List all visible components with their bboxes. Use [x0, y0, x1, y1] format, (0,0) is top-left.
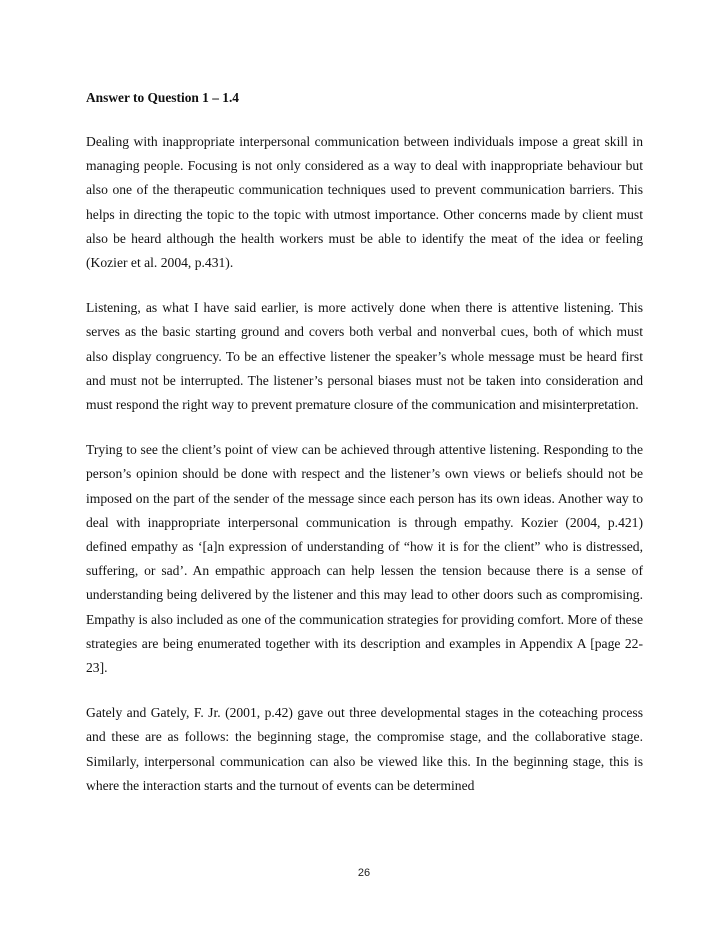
document-body [86, 88, 643, 819]
paragraph-focusing: Dealing with inappropriate interpersonal communication between individuals impose a great skill in managing people. Focusing is not only considered as a way to deal with inappropriate behaviour but also one of the therapeutic communication techniques used to prevent communication barriers. This helps in directing the topic to the topic with utmost importance. Other concerns made by client must also be heard although the health workers must be able to identify the meat of the idea or feeling (Kozier et al. 2004, p.431). [86, 134, 643, 271]
paragraph-empathy: Trying to see the client’s point of view can be achieved through attentive listening. Responding to the person’s opinion should be done with respect and the listener’s own views or beliefs should not be imposed on the part of the sender of the message since each person has its own ideas. Another way to deal with inappropriate interpersonal communication is through empathy. Kozier (2004, p.421) defined empathy as ‘[a]n expression of understanding of “how it is for the client” who is distressed, suffering, or sad’. An empathic approach can help lessen the tension because there is a sense of understanding being delivered by the listener and this may lead to other doors such as compromising. Empathy is also included as one of the communication strategies for providing comfort. More of these strategies are being enumerated together with its description and examples in Appendix A [page 22-23]. [86, 442, 643, 676]
paragraph-listening: Listening, as what I have said earlier, is more actively done when there is attentive listening. This serves as the basic starting ground and covers both verbal and nonverbal cues, both of which must also display congruency. To be an effective listener the speaker’s whole message must be heard first and must not be interrupted. The listener’s personal biases must not be taken into consideration and must respond the right way to prevent premature closure of the communication and misinterpretation. [86, 300, 643, 413]
paragraph-developmental-stages: Gately and Gately, F. Jr. (2001, p.42) gave out three developmental stages in the coteaching process and these are as follows: the beginning stage, the compromise stage, and the collaborative stage. Similarly, interpersonal communication can also be viewed like this. In the beginning stage, this is where the interaction starts and the turnout of events can be determined [86, 705, 643, 793]
section-heading: Answer to Question 1 – 1.4 [86, 90, 240, 105]
page-number: 26 [357, 867, 371, 879]
